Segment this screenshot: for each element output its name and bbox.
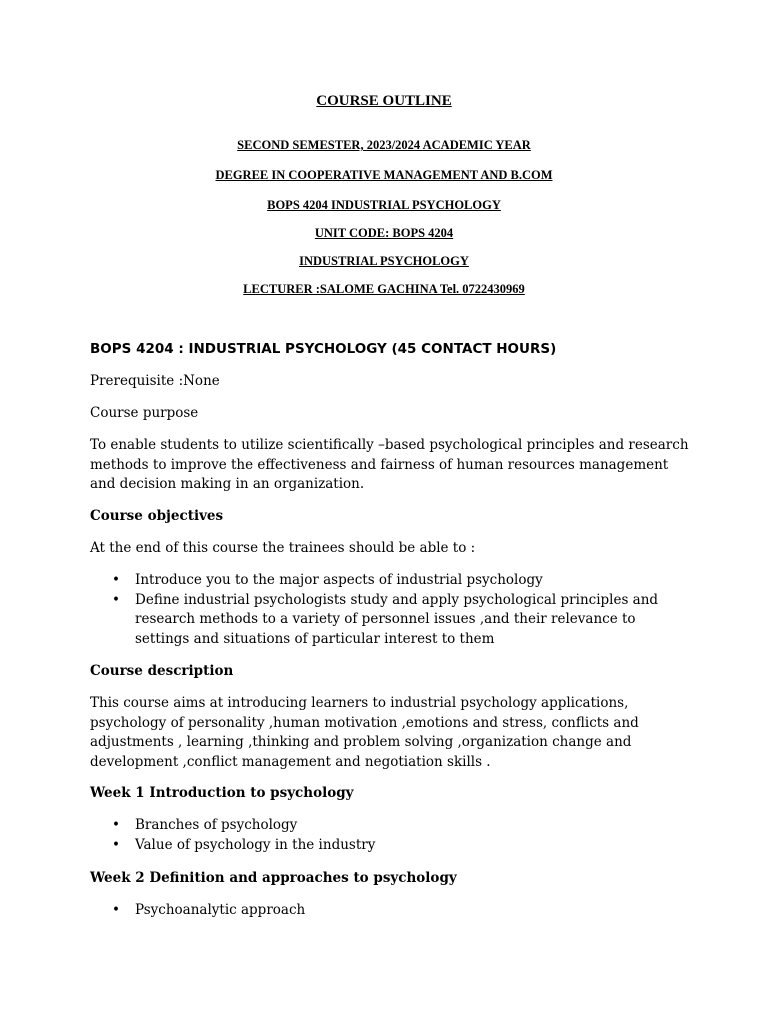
list-item <box>90 836 690 856</box>
prerequisite-text: Prerequisite :None <box>90 373 220 389</box>
unit-code-line: UNIT CODE: BOPS 4204 <box>314 226 454 240</box>
unit-name-line: INDUSTRIAL PSYCHOLOGY <box>299 254 469 268</box>
list-item <box>90 816 690 836</box>
purpose-label: Course purpose <box>90 405 199 421</box>
course-heading: BOPS 4204 : INDUSTRIAL PSYCHOLOGY (45 CONTACT HOURS) <box>90 341 557 357</box>
objectives-intro: At the end of this course the trainees should be able to : <box>90 540 476 556</box>
description-heading: Course description <box>90 663 234 679</box>
objectives-list <box>90 571 690 649</box>
semester-line: SECOND SEMESTER, 2023/2024 ACADEMIC YEAR <box>237 138 531 152</box>
week2-list <box>90 901 690 921</box>
list-item-text: Value of psychology in the industry <box>135 836 376 853</box>
objectives-heading: Course objectives <box>90 508 224 524</box>
week2-heading: Week 2 Definition and approaches to psychology <box>90 870 457 886</box>
lecturer-line: LECTURER :SALOME GACHINA Tel. 0722430969 <box>243 282 525 296</box>
list-item-text: Branches of psychology <box>135 817 298 833</box>
bullet-icon: • <box>112 572 120 588</box>
page-title: COURSE OUTLINE <box>316 93 452 109</box>
list-item-text: Introduce you to the major aspects of industrial psychology <box>135 572 543 588</box>
bullet-icon: • <box>112 902 120 918</box>
list-item-text: Psychoanalytic approach <box>135 902 306 918</box>
list-item <box>90 901 690 921</box>
list-item <box>90 571 690 591</box>
week1-heading: Week 1 Introduction to psychology <box>90 785 354 801</box>
bullet-icon: • <box>112 817 120 833</box>
course-line: BOPS 4204 INDUSTRIAL PSYCHOLOGY <box>267 198 501 212</box>
week1-list <box>90 816 690 855</box>
bullet-icon: • <box>112 836 120 853</box>
description-paragraph: This course aims at introducing learners to industrial psychology applications, psychology of personality ,human motivation ,emotions and stress, conflicts and adjustments , learning ,thinking and problem solving ,organization change and development ,conflict management and negotiation skills . <box>90 695 639 770</box>
degree-line: DEGREE IN COOPERATIVE MANAGEMENT AND B.COM <box>215 168 553 182</box>
list-item <box>90 591 690 650</box>
purpose-paragraph: To enable students to utilize scientifically –based psychological principles and research methods to improve the effectiveness and fairness of human resources management and decision making in an organization. <box>90 437 689 492</box>
bullet-icon: • <box>112 591 120 608</box>
list-item-text: Define industrial psychologists study and apply psychological principles and research methods to a variety of personnel issues ,and their relevance to settings and situations of particular interest to them <box>135 591 659 647</box>
